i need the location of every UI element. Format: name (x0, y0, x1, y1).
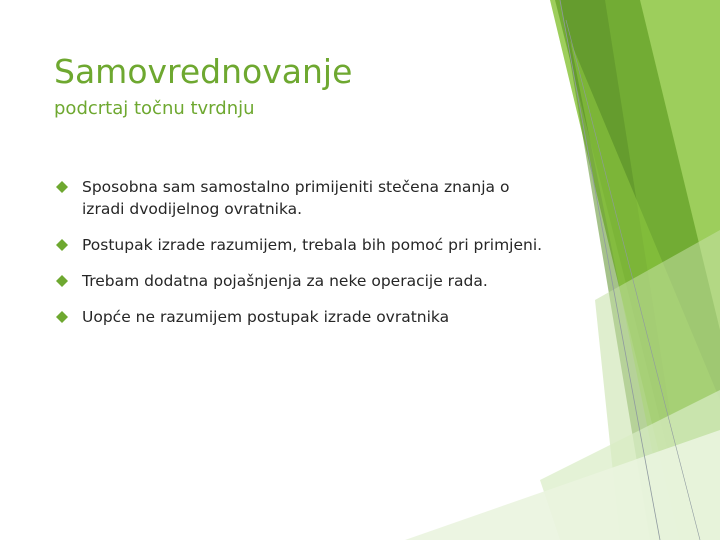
statement-item[interactable] (54, 234, 554, 256)
statement-item[interactable] (54, 306, 554, 328)
diamond-bullet-icon (56, 239, 68, 251)
statement-text: Uopće ne razumijem postupak izrade ovratnika (82, 308, 450, 326)
statement-text: Postupak izrade razumijem, trebala bih pomoć pri primjeni. (82, 236, 543, 254)
diamond-bullet-icon (56, 181, 68, 193)
diamond-bullet-icon (56, 275, 68, 287)
statement-list (54, 176, 554, 342)
statement-text: Sposobna sam samostalno primijeniti stečena znanja o izradi dvodijelnog ovratnika. (82, 178, 510, 218)
statement-item[interactable] (54, 176, 554, 220)
slide-subtitle: podcrtaj točnu tvrdnju (54, 98, 255, 119)
slide-title: Samovrednovanje (54, 52, 353, 91)
statement-item[interactable] (54, 270, 554, 292)
diamond-bullet-icon (56, 311, 68, 323)
statement-text: Trebam dodatna pojašnjenja za neke operacije rada. (82, 272, 488, 290)
